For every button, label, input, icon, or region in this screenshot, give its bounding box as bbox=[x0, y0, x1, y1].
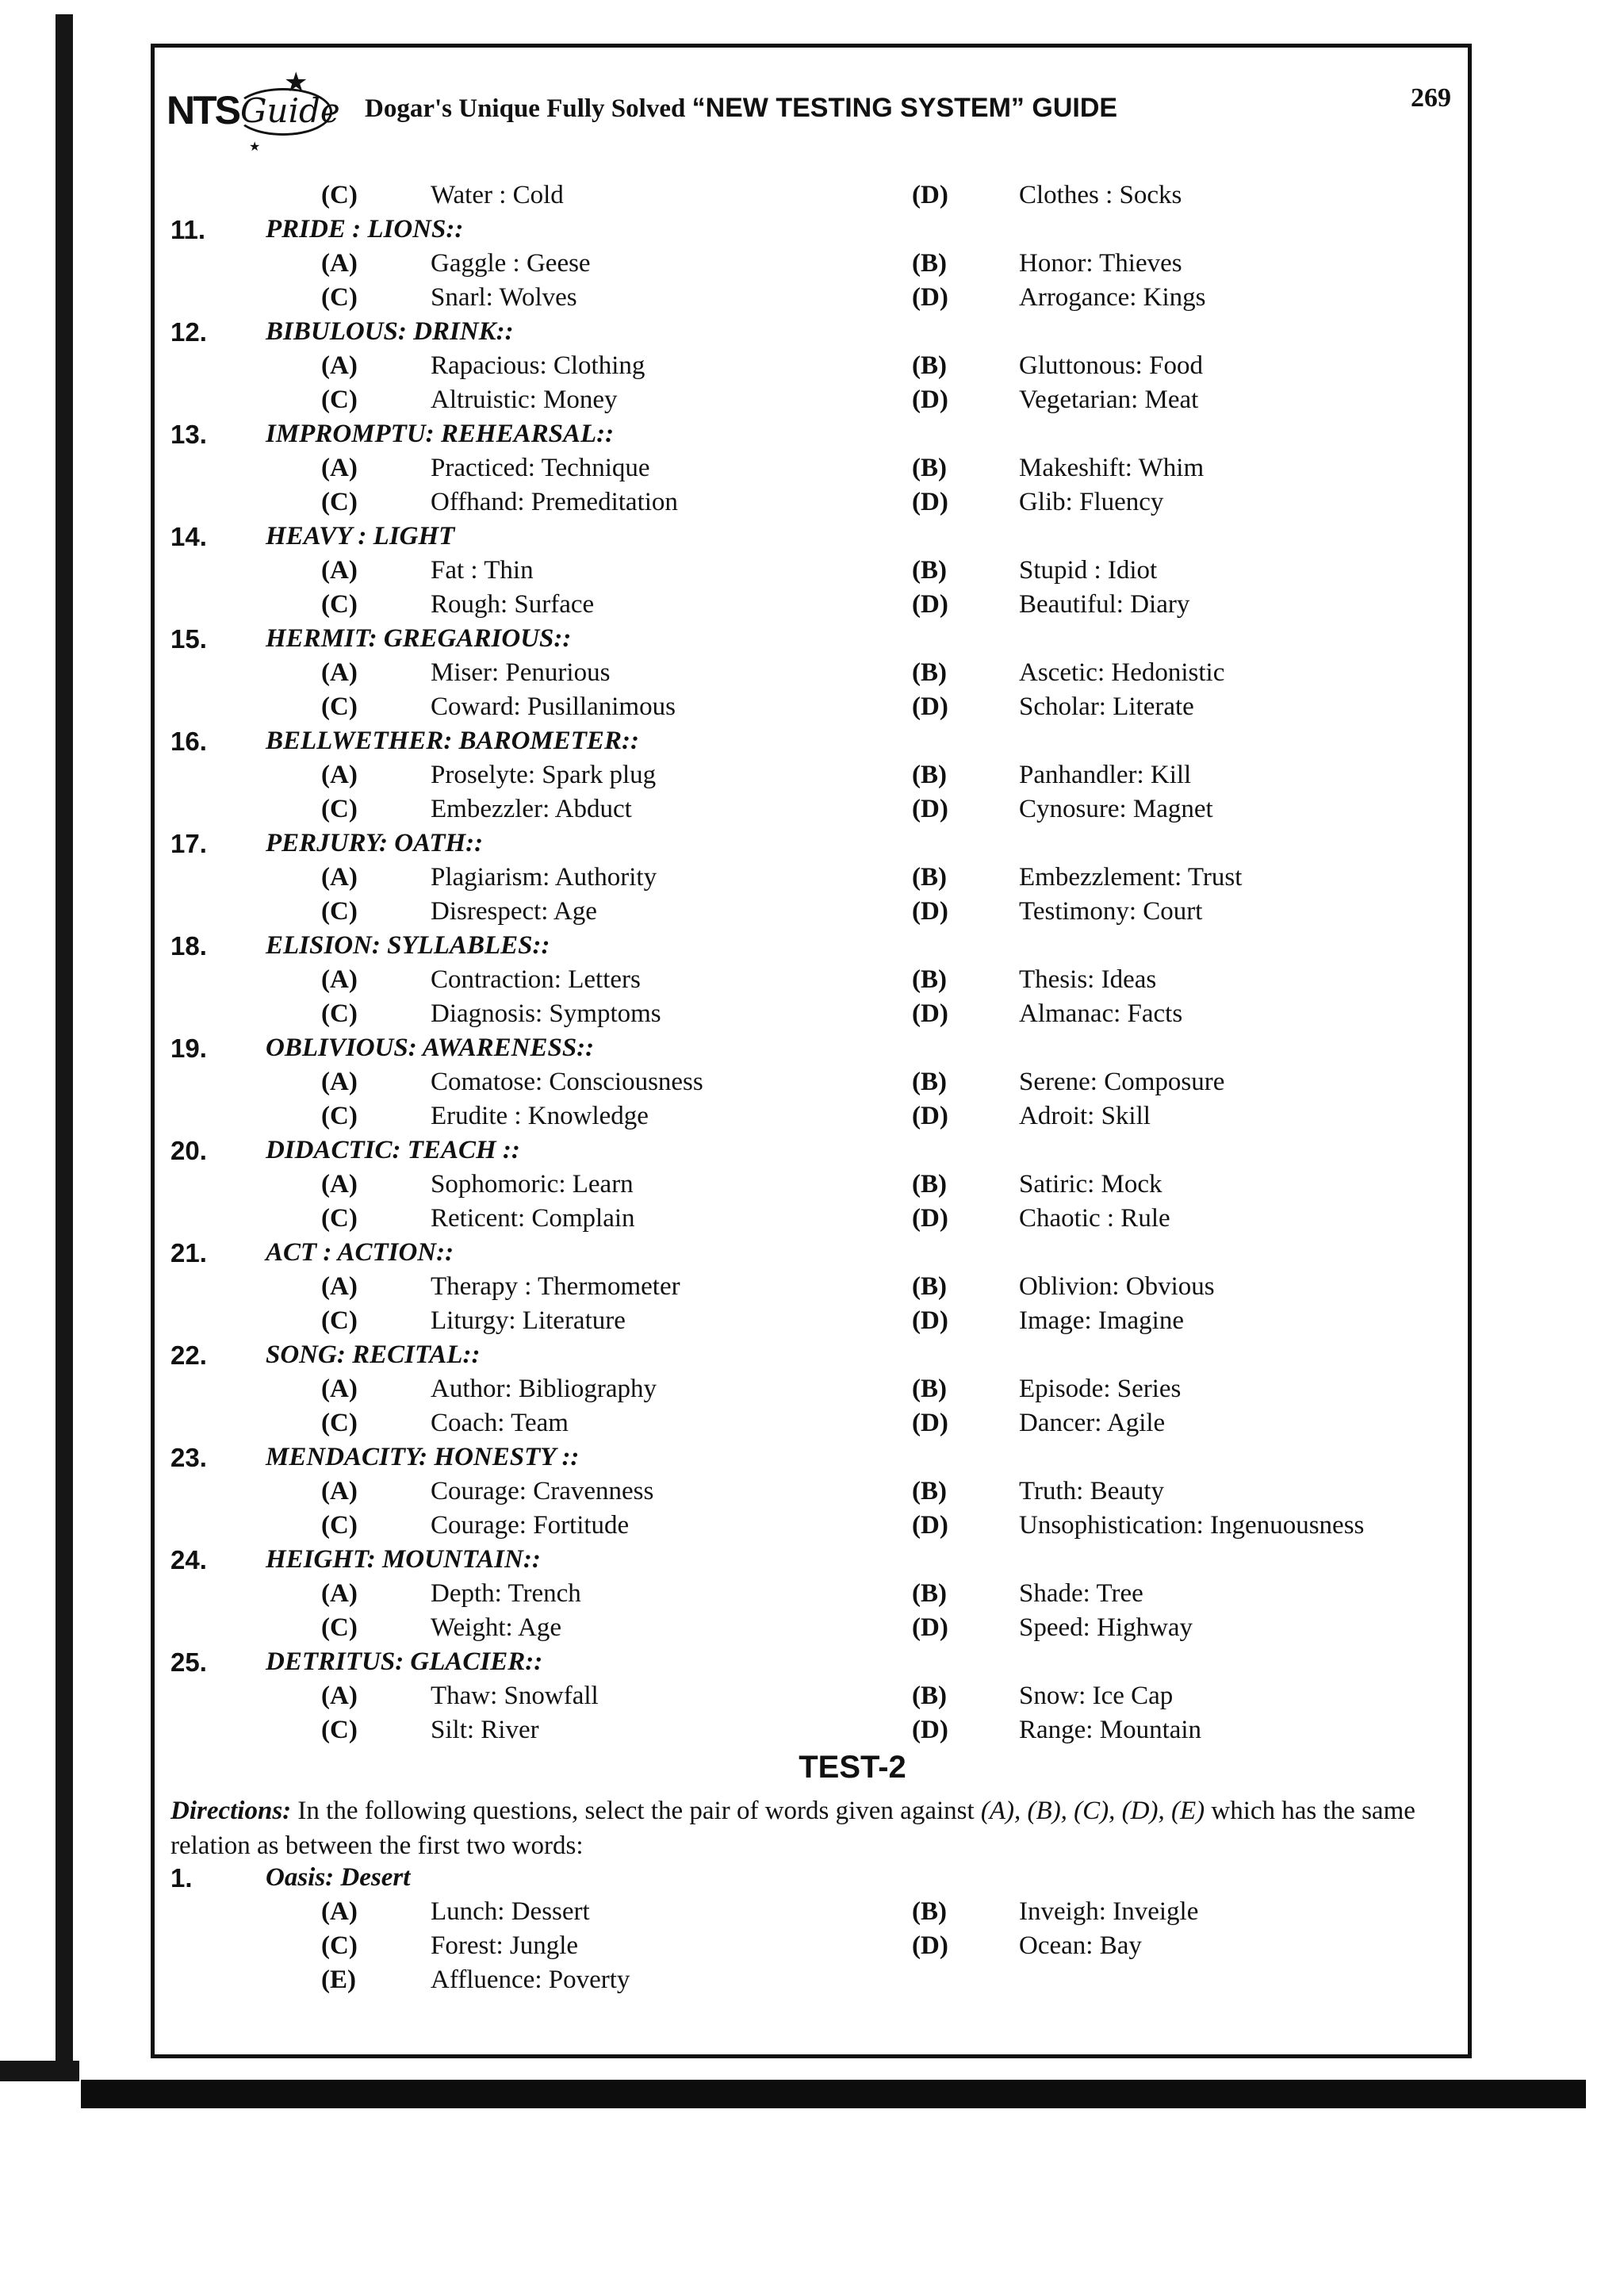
question-stem: BIBULOUS: DRINK:: bbox=[266, 317, 514, 346]
option-label: (A) bbox=[321, 658, 358, 687]
option-label: (C) bbox=[321, 590, 358, 619]
question-row bbox=[170, 420, 1487, 454]
question-stem: BELLWETHER: BAROMETER:: bbox=[266, 727, 639, 755]
option-text: Proselyte: Spark plug bbox=[431, 761, 657, 789]
question-number: 12. bbox=[170, 317, 207, 347]
option-text: Honor: Thieves bbox=[1019, 249, 1182, 278]
option-text: Panhandler: Kill bbox=[1019, 761, 1192, 789]
option-text: Range: Mountain bbox=[1019, 1716, 1202, 1744]
option-text: Courage: Cravenness bbox=[431, 1477, 654, 1505]
option-text: Rough: Surface bbox=[431, 590, 595, 619]
option-label: (D) bbox=[912, 1613, 948, 1642]
question-number: 13. bbox=[170, 420, 207, 449]
option-text: Sophomoric: Learn bbox=[431, 1170, 634, 1199]
question-stem: HERMIT: GREGARIOUS:: bbox=[266, 624, 572, 653]
option-row bbox=[170, 249, 1487, 283]
option-text: Reticent: Complain bbox=[431, 1204, 635, 1233]
option-label: (C) bbox=[321, 795, 358, 823]
option-label: (B) bbox=[912, 556, 947, 585]
option-label: (B) bbox=[912, 965, 947, 994]
question-stem: PERJURY: OATH:: bbox=[266, 829, 484, 857]
option-label: (D) bbox=[912, 590, 948, 619]
question-number: 18. bbox=[170, 931, 207, 961]
logo-script: Guide bbox=[240, 90, 340, 130]
directions-letters: (A), (B), (C), (D), (E) bbox=[980, 1797, 1205, 1825]
option-row bbox=[170, 1931, 1487, 1966]
option-row bbox=[170, 590, 1487, 624]
option-text: Offhand: Premeditation bbox=[431, 488, 678, 516]
question-row bbox=[170, 215, 1487, 249]
option-row bbox=[170, 1306, 1487, 1340]
option-label: (D) bbox=[912, 795, 948, 823]
option-label: (C) bbox=[321, 1306, 358, 1335]
option-text: Snarl: Wolves bbox=[431, 283, 577, 312]
question-stem: HEIGHT: MOUNTAIN:: bbox=[266, 1545, 541, 1574]
small-star-icon: ★ bbox=[249, 140, 261, 154]
option-label: (C) bbox=[321, 999, 358, 1028]
question-number: 25. bbox=[170, 1647, 207, 1677]
option-label: (A) bbox=[321, 1579, 358, 1608]
option-label: (A) bbox=[321, 1897, 358, 1926]
option-label: (A) bbox=[321, 1170, 358, 1199]
option-text: Depth: Trench bbox=[431, 1579, 581, 1608]
option-row bbox=[170, 1897, 1487, 1931]
option-text: Adroit: Skill bbox=[1019, 1102, 1151, 1130]
option-label: (D) bbox=[912, 1409, 948, 1437]
option-label: (C) bbox=[321, 1716, 358, 1744]
option-row bbox=[170, 999, 1487, 1034]
option-text: Satiric: Mock bbox=[1019, 1170, 1162, 1199]
directions-text: which has the same relation as between the first two words: bbox=[170, 1797, 1415, 1860]
question-stem: IMPROMPTU: REHEARSAL:: bbox=[266, 420, 615, 448]
option-label: (B) bbox=[912, 1682, 947, 1710]
option-label: (B) bbox=[912, 1897, 947, 1926]
option-text: Thaw: Snowfall bbox=[431, 1682, 599, 1710]
question-row bbox=[170, 317, 1487, 351]
option-text: Plagiarism: Authority bbox=[431, 863, 657, 892]
option-row bbox=[170, 1477, 1487, 1511]
option-label: (B) bbox=[912, 1068, 947, 1096]
option-text: Beautiful: Diary bbox=[1019, 590, 1190, 619]
question-number: 22. bbox=[170, 1340, 207, 1370]
option-label: (D) bbox=[912, 283, 948, 312]
option-text: Chaotic : Rule bbox=[1019, 1204, 1170, 1233]
option-row bbox=[170, 761, 1487, 795]
option-label: (C) bbox=[321, 1204, 358, 1233]
question-number: 1. bbox=[170, 1863, 193, 1893]
option-text: Makeshift: Whim bbox=[1019, 454, 1205, 482]
nts-guide-logo bbox=[167, 68, 340, 154]
option-text: Scholar: Literate bbox=[1019, 692, 1194, 721]
option-label: (A) bbox=[321, 1272, 358, 1301]
option-label: (C) bbox=[321, 283, 358, 312]
question-row bbox=[170, 727, 1487, 761]
option-row bbox=[170, 488, 1487, 522]
option-label: (C) bbox=[321, 181, 358, 209]
option-label: (B) bbox=[912, 761, 947, 789]
option-row bbox=[170, 658, 1487, 692]
question-number: 15. bbox=[170, 624, 207, 654]
carryover-row bbox=[170, 181, 1487, 215]
option-label: (A) bbox=[321, 1068, 358, 1096]
option-row bbox=[170, 283, 1487, 317]
question-stem: DIDACTIC: TEACH :: bbox=[266, 1136, 520, 1164]
option-label: (B) bbox=[912, 454, 947, 482]
question-number: 11. bbox=[170, 215, 206, 244]
question-stem: PRIDE : LIONS:: bbox=[266, 215, 464, 244]
question-row bbox=[170, 1545, 1487, 1579]
question-row bbox=[170, 1340, 1487, 1375]
option-label: (A) bbox=[321, 1375, 358, 1403]
option-text: Silt: River bbox=[431, 1716, 539, 1744]
option-text: Erudite : Knowledge bbox=[431, 1102, 649, 1130]
option-label: (C) bbox=[321, 897, 358, 926]
option-text: Serene: Composure bbox=[1019, 1068, 1225, 1096]
option-text: Ocean: Bay bbox=[1019, 1931, 1142, 1960]
option-label: (D) bbox=[912, 1102, 948, 1130]
question-row bbox=[170, 1238, 1487, 1272]
option-label: (B) bbox=[912, 1272, 947, 1301]
question-stem: Oasis: Desert bbox=[266, 1863, 411, 1892]
option-label: (D) bbox=[912, 1204, 948, 1233]
option-label: (B) bbox=[912, 658, 947, 687]
question-stem: SONG: RECITAL:: bbox=[266, 1340, 481, 1369]
option-text: Affluence: Poverty bbox=[431, 1966, 630, 1994]
question-number: 23. bbox=[170, 1443, 207, 1472]
question-number: 16. bbox=[170, 727, 207, 756]
option-text: Forest: Jungle bbox=[431, 1931, 579, 1960]
option-label: (D) bbox=[912, 999, 948, 1028]
option-label: (C) bbox=[321, 1931, 358, 1960]
option-row bbox=[170, 351, 1487, 385]
option-text: Disrespect: Age bbox=[431, 897, 597, 926]
option-label: (A) bbox=[321, 761, 358, 789]
option-row bbox=[170, 965, 1487, 999]
option-label: (C) bbox=[321, 1409, 358, 1437]
option-label: (A) bbox=[321, 965, 358, 994]
option-row bbox=[170, 1409, 1487, 1443]
question-row bbox=[170, 624, 1487, 658]
option-row bbox=[170, 1375, 1487, 1409]
option-row bbox=[170, 1579, 1487, 1613]
option-label: (A) bbox=[321, 249, 358, 278]
option-label: (D) bbox=[912, 692, 948, 721]
option-label: (C) bbox=[321, 1102, 358, 1130]
option-row bbox=[170, 1272, 1487, 1306]
option-label: (B) bbox=[912, 1579, 947, 1608]
option-text: Image: Imagine bbox=[1019, 1306, 1184, 1335]
option-label: (B) bbox=[912, 351, 947, 380]
test-title: TEST-2 bbox=[799, 1750, 906, 1785]
option-text: Vegetarian: Meat bbox=[1019, 385, 1199, 414]
option-text: Coward: Pusillanimous bbox=[431, 692, 676, 721]
option-text: Liturgy: Literature bbox=[431, 1306, 626, 1335]
option-text: Comatose: Consciousness bbox=[431, 1068, 703, 1096]
option-label: (E) bbox=[321, 1966, 356, 1994]
option-text: Practiced: Technique bbox=[431, 454, 650, 482]
option-label: (D) bbox=[912, 385, 948, 414]
option-label: (A) bbox=[321, 556, 358, 585]
option-label: (B) bbox=[912, 1375, 947, 1403]
binding-bar-tick bbox=[0, 2068, 68, 2073]
option-text: Altruistic: Money bbox=[431, 385, 618, 414]
option-label: (D) bbox=[912, 488, 948, 516]
option-text: Almanac: Facts bbox=[1019, 999, 1183, 1028]
option-text: Coach: Team bbox=[431, 1409, 569, 1437]
question-number: 20. bbox=[170, 1136, 207, 1165]
option-label: (D) bbox=[912, 181, 948, 209]
option-text: Embezzler: Abduct bbox=[431, 795, 632, 823]
question-list bbox=[170, 181, 1487, 2000]
question-row bbox=[170, 522, 1487, 556]
option-label: (C) bbox=[321, 1613, 358, 1642]
option-text: Testimony: Court bbox=[1019, 897, 1203, 926]
option-label: (A) bbox=[321, 454, 358, 482]
question-number: 24. bbox=[170, 1545, 207, 1574]
option-label: (C) bbox=[321, 1511, 358, 1540]
option-text: Weight: Age bbox=[431, 1613, 562, 1642]
option-text: Embezzlement: Trust bbox=[1019, 863, 1243, 892]
question-row bbox=[170, 1034, 1487, 1068]
option-label: (D) bbox=[912, 897, 948, 926]
option-label: (B) bbox=[912, 1170, 947, 1199]
option-label: (A) bbox=[321, 1682, 358, 1710]
option-text: Fat : Thin bbox=[431, 556, 534, 585]
option-text: Arrogance: Kings bbox=[1019, 283, 1206, 312]
option-row bbox=[170, 795, 1487, 829]
option-text: Diagnosis: Symptoms bbox=[431, 999, 661, 1028]
option-row bbox=[170, 1511, 1487, 1545]
question-row bbox=[170, 829, 1487, 863]
option-text: Truth: Beauty bbox=[1019, 1477, 1165, 1505]
question-row bbox=[170, 1863, 1487, 1897]
option-row bbox=[170, 692, 1487, 727]
page-header bbox=[167, 68, 1467, 154]
option-row bbox=[170, 1613, 1487, 1647]
question-stem: DETRITUS: GLACIER:: bbox=[266, 1647, 543, 1676]
header-title-prefix: Dogar's Unique Fully Solved bbox=[365, 94, 692, 123]
question-stem: ELISION: SYLLABLES:: bbox=[266, 931, 550, 960]
star-icon: ★ bbox=[284, 68, 308, 98]
directions-paragraph bbox=[170, 1793, 1483, 1863]
option-label: (D) bbox=[912, 1931, 948, 1960]
option-label: (B) bbox=[912, 1477, 947, 1505]
option-label: (D) bbox=[912, 1511, 948, 1540]
question-row bbox=[170, 931, 1487, 965]
option-label: (C) bbox=[321, 692, 358, 721]
option-text: Dancer: Agile bbox=[1019, 1409, 1166, 1437]
option-text: Therapy : Thermometer bbox=[431, 1272, 680, 1301]
option-row bbox=[170, 1966, 1487, 2000]
page-number: 269 bbox=[1411, 83, 1451, 113]
option-text: Glib: Fluency bbox=[1019, 488, 1164, 516]
option-text: Shade: Tree bbox=[1019, 1579, 1143, 1608]
option-text: Courage: Fortitude bbox=[431, 1511, 630, 1540]
option-label: (D) bbox=[912, 1306, 948, 1335]
option-row bbox=[170, 556, 1487, 590]
question-number: 17. bbox=[170, 829, 207, 858]
option-text: Cynosure: Magnet bbox=[1019, 795, 1213, 823]
logo-main: NTS bbox=[167, 88, 239, 132]
question-number: 14. bbox=[170, 522, 207, 551]
directions-label: Directions: bbox=[170, 1797, 292, 1825]
header-title bbox=[365, 93, 1117, 124]
option-row bbox=[170, 863, 1487, 897]
header-title-caps: “NEW TESTING SYSTEM” GUIDE bbox=[691, 93, 1118, 123]
option-row bbox=[170, 1102, 1487, 1136]
option-text: Clothes : Socks bbox=[1019, 181, 1182, 209]
question-stem: MENDACITY: HONESTY :: bbox=[266, 1443, 580, 1471]
option-row bbox=[170, 1716, 1487, 1750]
option-text: Unsophistication: Ingenuousness bbox=[1019, 1511, 1365, 1540]
option-text: Ascetic: Hedonistic bbox=[1019, 658, 1225, 687]
question-row bbox=[170, 1443, 1487, 1477]
option-label: (A) bbox=[321, 1477, 358, 1505]
option-text: Contraction: Letters bbox=[431, 965, 641, 994]
option-text: Water : Cold bbox=[431, 181, 564, 209]
option-row bbox=[170, 1682, 1487, 1716]
question-stem: OBLIVIOUS: AWARENESS:: bbox=[266, 1034, 595, 1062]
option-label: (B) bbox=[912, 249, 947, 278]
option-text: Author: Bibliography bbox=[431, 1375, 657, 1403]
question-number: 21. bbox=[170, 1238, 207, 1268]
question-stem: ACT : ACTION:: bbox=[266, 1238, 454, 1267]
question-stem: HEAVY : LIGHT bbox=[266, 522, 455, 550]
option-text: Gaggle : Geese bbox=[431, 249, 591, 278]
option-text: Rapacious: Clothing bbox=[431, 351, 645, 380]
directions-text: In the following questions, select the pair of words given against bbox=[291, 1797, 981, 1825]
option-row bbox=[170, 385, 1487, 420]
option-text: Inveigh: Inveigle bbox=[1019, 1897, 1199, 1926]
question-row bbox=[170, 1136, 1487, 1170]
option-text: Snow: Ice Cap bbox=[1019, 1682, 1174, 1710]
question-row bbox=[170, 1647, 1487, 1682]
option-text: Stupid : Idiot bbox=[1019, 556, 1158, 585]
option-text: Thesis: Ideas bbox=[1019, 965, 1157, 994]
scan-shadow-band bbox=[81, 2080, 1586, 2108]
option-row bbox=[170, 1204, 1487, 1238]
option-text: Lunch: Dessert bbox=[431, 1897, 590, 1926]
option-text: Oblivion: Obvious bbox=[1019, 1272, 1215, 1301]
option-label: (B) bbox=[912, 863, 947, 892]
option-row bbox=[170, 1068, 1487, 1102]
option-row bbox=[170, 454, 1487, 488]
option-label: (D) bbox=[912, 1716, 948, 1744]
option-label: (C) bbox=[321, 488, 358, 516]
option-label: (C) bbox=[321, 385, 358, 414]
binding-bar-left bbox=[56, 14, 73, 2067]
option-label: (A) bbox=[321, 351, 358, 380]
question-number: 19. bbox=[170, 1034, 207, 1063]
option-text: Gluttonous: Food bbox=[1019, 351, 1203, 380]
option-text: Episode: Series bbox=[1019, 1375, 1182, 1403]
option-text: Speed: Highway bbox=[1019, 1613, 1193, 1642]
option-row bbox=[170, 1170, 1487, 1204]
option-label: (A) bbox=[321, 863, 358, 892]
option-row bbox=[170, 897, 1487, 931]
option-text: Miser: Penurious bbox=[431, 658, 611, 687]
